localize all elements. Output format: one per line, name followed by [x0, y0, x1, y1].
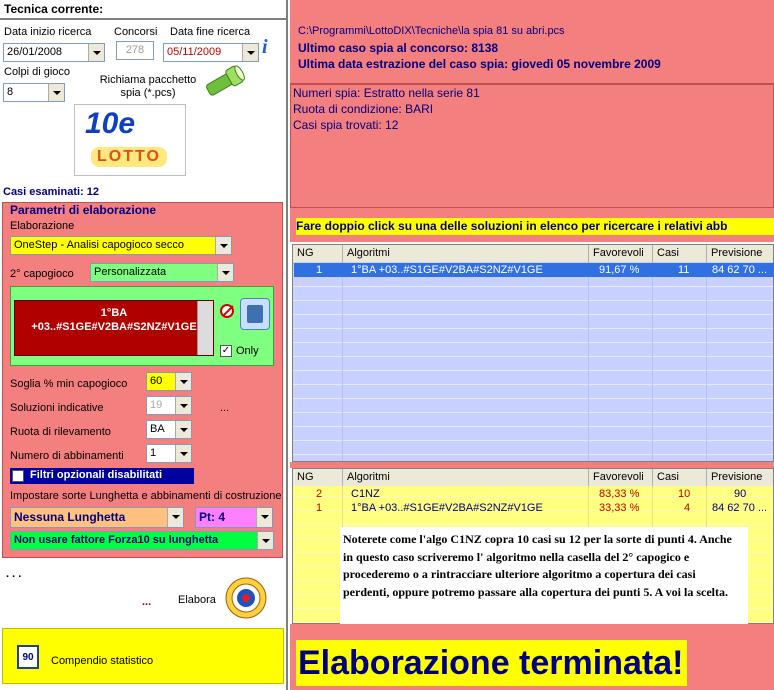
cell-favorevoli: 33,33 %	[599, 502, 640, 514]
soluzioni-value: 19	[150, 399, 163, 411]
forza-value: Non usare fattore Forza10 su lunghetta	[14, 534, 219, 546]
status-dots: . . .	[6, 568, 22, 580]
params-title-rule	[6, 215, 9, 216]
clear-icon[interactable]	[220, 304, 234, 318]
richiama-label: Richiama pacchetto spia (*.pcs)	[99, 74, 197, 99]
info-icon[interactable]: i	[262, 36, 268, 58]
soglia-value: 60	[150, 375, 163, 387]
filtri-label: Filtri opzionali disabilitati	[30, 469, 163, 481]
colpi-value: 8	[7, 86, 14, 98]
divider	[0, 18, 288, 20]
elabora-dots: ...	[142, 596, 152, 608]
filtri-checkbox[interactable]	[12, 470, 24, 482]
file-path: C:\Programmi\LottoDIX\Tecniche\la spia 81 su abri.pcs	[298, 25, 565, 37]
completion-banner: Elaborazione terminata!	[296, 640, 687, 686]
colpi-select[interactable]	[3, 83, 65, 102]
capogioco2-select[interactable]	[90, 263, 234, 282]
chevron-down-icon	[217, 264, 233, 281]
filtri-bar[interactable]	[10, 468, 194, 484]
cell-previsione: 84 62 70 ...	[712, 264, 768, 276]
info-line: Numeri spia: Estratto nella serie 81	[293, 86, 480, 100]
elaborazione-select[interactable]	[10, 236, 232, 255]
chevron-down-icon	[256, 508, 272, 527]
logo-top: 10e	[85, 107, 136, 140]
grid2-header-casi[interactable]: Casi	[653, 469, 707, 486]
elabora-label: Elabora	[178, 594, 216, 606]
grid1-header-favorevoli[interactable]: Favorevoli	[589, 245, 653, 262]
cell-ng: 2	[316, 488, 323, 500]
chevron-down-icon	[48, 84, 64, 101]
date-start-select[interactable]	[3, 43, 105, 62]
date-end-label: Data fine ricerca	[170, 26, 251, 38]
lotto-logo	[74, 104, 186, 176]
compendio-button[interactable]	[2, 628, 284, 684]
ruota-value: BA	[150, 423, 165, 435]
date-start-label: Data inizio ricerca	[4, 26, 92, 38]
cell-ng: 1	[316, 264, 323, 276]
formula-line1: 1°BA	[100, 307, 128, 319]
concorsi-field: 278	[116, 41, 154, 60]
note-box: Noterete come l'algo C1NZ copra 10 casi su 12 per la sorte di punti 4. Anche in questo caso scriveremo l' algoritmo nella casella del 2° capogico e procederemo o a rintracciare ulteriore algoritmo a copertura dei casi perdenti, oppure potremo passare alla copertura dei punti 5. A voi la scelta.	[340, 527, 748, 631]
capogioco2-label: 2° capogioco	[10, 268, 74, 280]
cell-algoritmo: 1°BA +03..#S1GE#V2BA#S2NZ#V1GE	[351, 502, 543, 514]
cell-previsione: 90	[734, 488, 747, 500]
table-row[interactable]	[294, 263, 774, 277]
date-start-value: 26/01/2008	[7, 46, 63, 58]
chevron-down-icon	[215, 237, 231, 254]
soluzioni-select	[146, 396, 192, 415]
grid2-header-ng[interactable]: NG	[293, 469, 343, 486]
elaborazione-label: Elaborazione	[10, 220, 75, 232]
grid1-header-casi[interactable]: Casi	[653, 245, 707, 262]
cell-favorevoli: 83,33 %	[599, 488, 640, 500]
chevron-down-icon	[242, 44, 258, 61]
soglia-select[interactable]	[146, 372, 192, 391]
table-row[interactable]	[294, 501, 774, 515]
only-label: Only	[236, 345, 259, 357]
cell-algoritmo: C1NZ	[351, 488, 380, 500]
table-row[interactable]	[294, 487, 774, 501]
grid1-header-algoritmi[interactable]: Algoritmi	[343, 245, 589, 262]
grid1-col-lines	[293, 262, 774, 462]
chevron-down-icon	[175, 373, 191, 390]
cell-previsione: 84 62 70 ...	[712, 502, 768, 514]
ruota-label: Ruota di rilevamento	[10, 426, 111, 438]
cell-casi: 10	[678, 488, 691, 500]
compendio-label: Compendio statistico	[51, 655, 154, 667]
clear-icon-slash	[222, 305, 233, 316]
cell-casi: 11	[678, 264, 690, 276]
info-line: Casi spia trovati: 12	[293, 118, 399, 132]
chevron-down-icon	[175, 445, 191, 462]
chevron-down-icon	[257, 532, 273, 549]
chevron-down-icon	[175, 397, 191, 414]
formula-textarea[interactable]	[14, 300, 214, 356]
pt-value: Pt: 4	[199, 510, 226, 524]
date-end-select[interactable]	[163, 43, 259, 62]
chevron-down-icon	[175, 421, 191, 438]
abbinamenti-select[interactable]	[146, 444, 192, 463]
cell-ng: 1	[316, 502, 323, 514]
params-title: Parametri di elaborazione	[10, 203, 157, 217]
logo-bottom: LOTTO	[91, 147, 167, 167]
cell-favorevoli: 91,67 %	[599, 264, 640, 276]
soluzioni-label: Soluzioni indicative	[10, 402, 104, 414]
abbinamenti-value: 1	[150, 447, 157, 459]
ruota-select[interactable]	[146, 420, 192, 439]
load-package-button[interactable]	[200, 64, 248, 100]
concorsi-label: Concorsi	[114, 26, 158, 38]
abbinamenti-label: Numero di abbinamenti	[10, 450, 124, 462]
capogioco2-value: Personalizzata	[94, 266, 167, 278]
lunghetta-value: Nessuna Lunghetta	[14, 510, 126, 524]
soglia-label: Soglia % min capogioco	[10, 378, 128, 390]
formula-scrollbar[interactable]	[197, 301, 213, 355]
instruction-text: Fare doppio click su una delle soluzioni in elenco per ricercare i relativi abb	[296, 218, 774, 235]
ultimo-caso: Ultimo caso spia al concorso: 8138	[298, 41, 499, 55]
pt-select[interactable]	[195, 507, 273, 528]
target-icon	[224, 576, 268, 620]
ultima-data: Ultima data estrazione del caso spia: giovedì 05 novembre 2009	[298, 57, 661, 71]
elabora-button[interactable]	[224, 576, 268, 620]
grid2-header-favorevoli[interactable]: Favorevoli	[589, 469, 653, 486]
soluzioni-extra: ...	[220, 402, 230, 414]
grid1-header-previsione[interactable]: Previsione	[707, 245, 774, 262]
lunghetta-select[interactable]	[10, 507, 184, 528]
date-end-value: 05/11/2009	[167, 46, 222, 58]
grid2-header-previsione[interactable]: Previsione	[707, 469, 774, 486]
forza-select[interactable]	[10, 531, 274, 550]
elaborazione-value: OneStep - Analisi capogioco secco	[14, 239, 184, 251]
formula-line2: +03..#S1GE#V2BA#S2NZ#V1GE	[31, 321, 197, 333]
calculator-icon	[247, 305, 263, 323]
cell-casi: 4	[684, 502, 691, 514]
only-checkbox[interactable]: ✓	[221, 345, 231, 356]
flashlight-icon	[200, 64, 248, 100]
info-line: Ruota di condizione: BARI	[293, 102, 434, 116]
colpi-label: Colpi di gioco	[4, 66, 71, 78]
grid2-header-algoritmi[interactable]: Algoritmi	[343, 469, 589, 486]
section-title: Tecnica corrente:	[4, 2, 104, 16]
chevron-down-icon	[88, 44, 104, 61]
casi-esaminati: Casi esaminati: 12	[3, 186, 99, 198]
grid1-header-ng[interactable]: NG	[293, 245, 343, 262]
sorte-label: Impostare sorte Lunghetta e abbinamenti di costruzione	[10, 490, 282, 502]
cell-algoritmo: 1°BA +03..#S1GE#V2BA#S2NZ#V1GE	[351, 264, 543, 276]
chevron-down-icon	[167, 508, 183, 527]
compendio-icon: 90	[17, 645, 39, 669]
calculator-button[interactable]	[240, 298, 270, 330]
